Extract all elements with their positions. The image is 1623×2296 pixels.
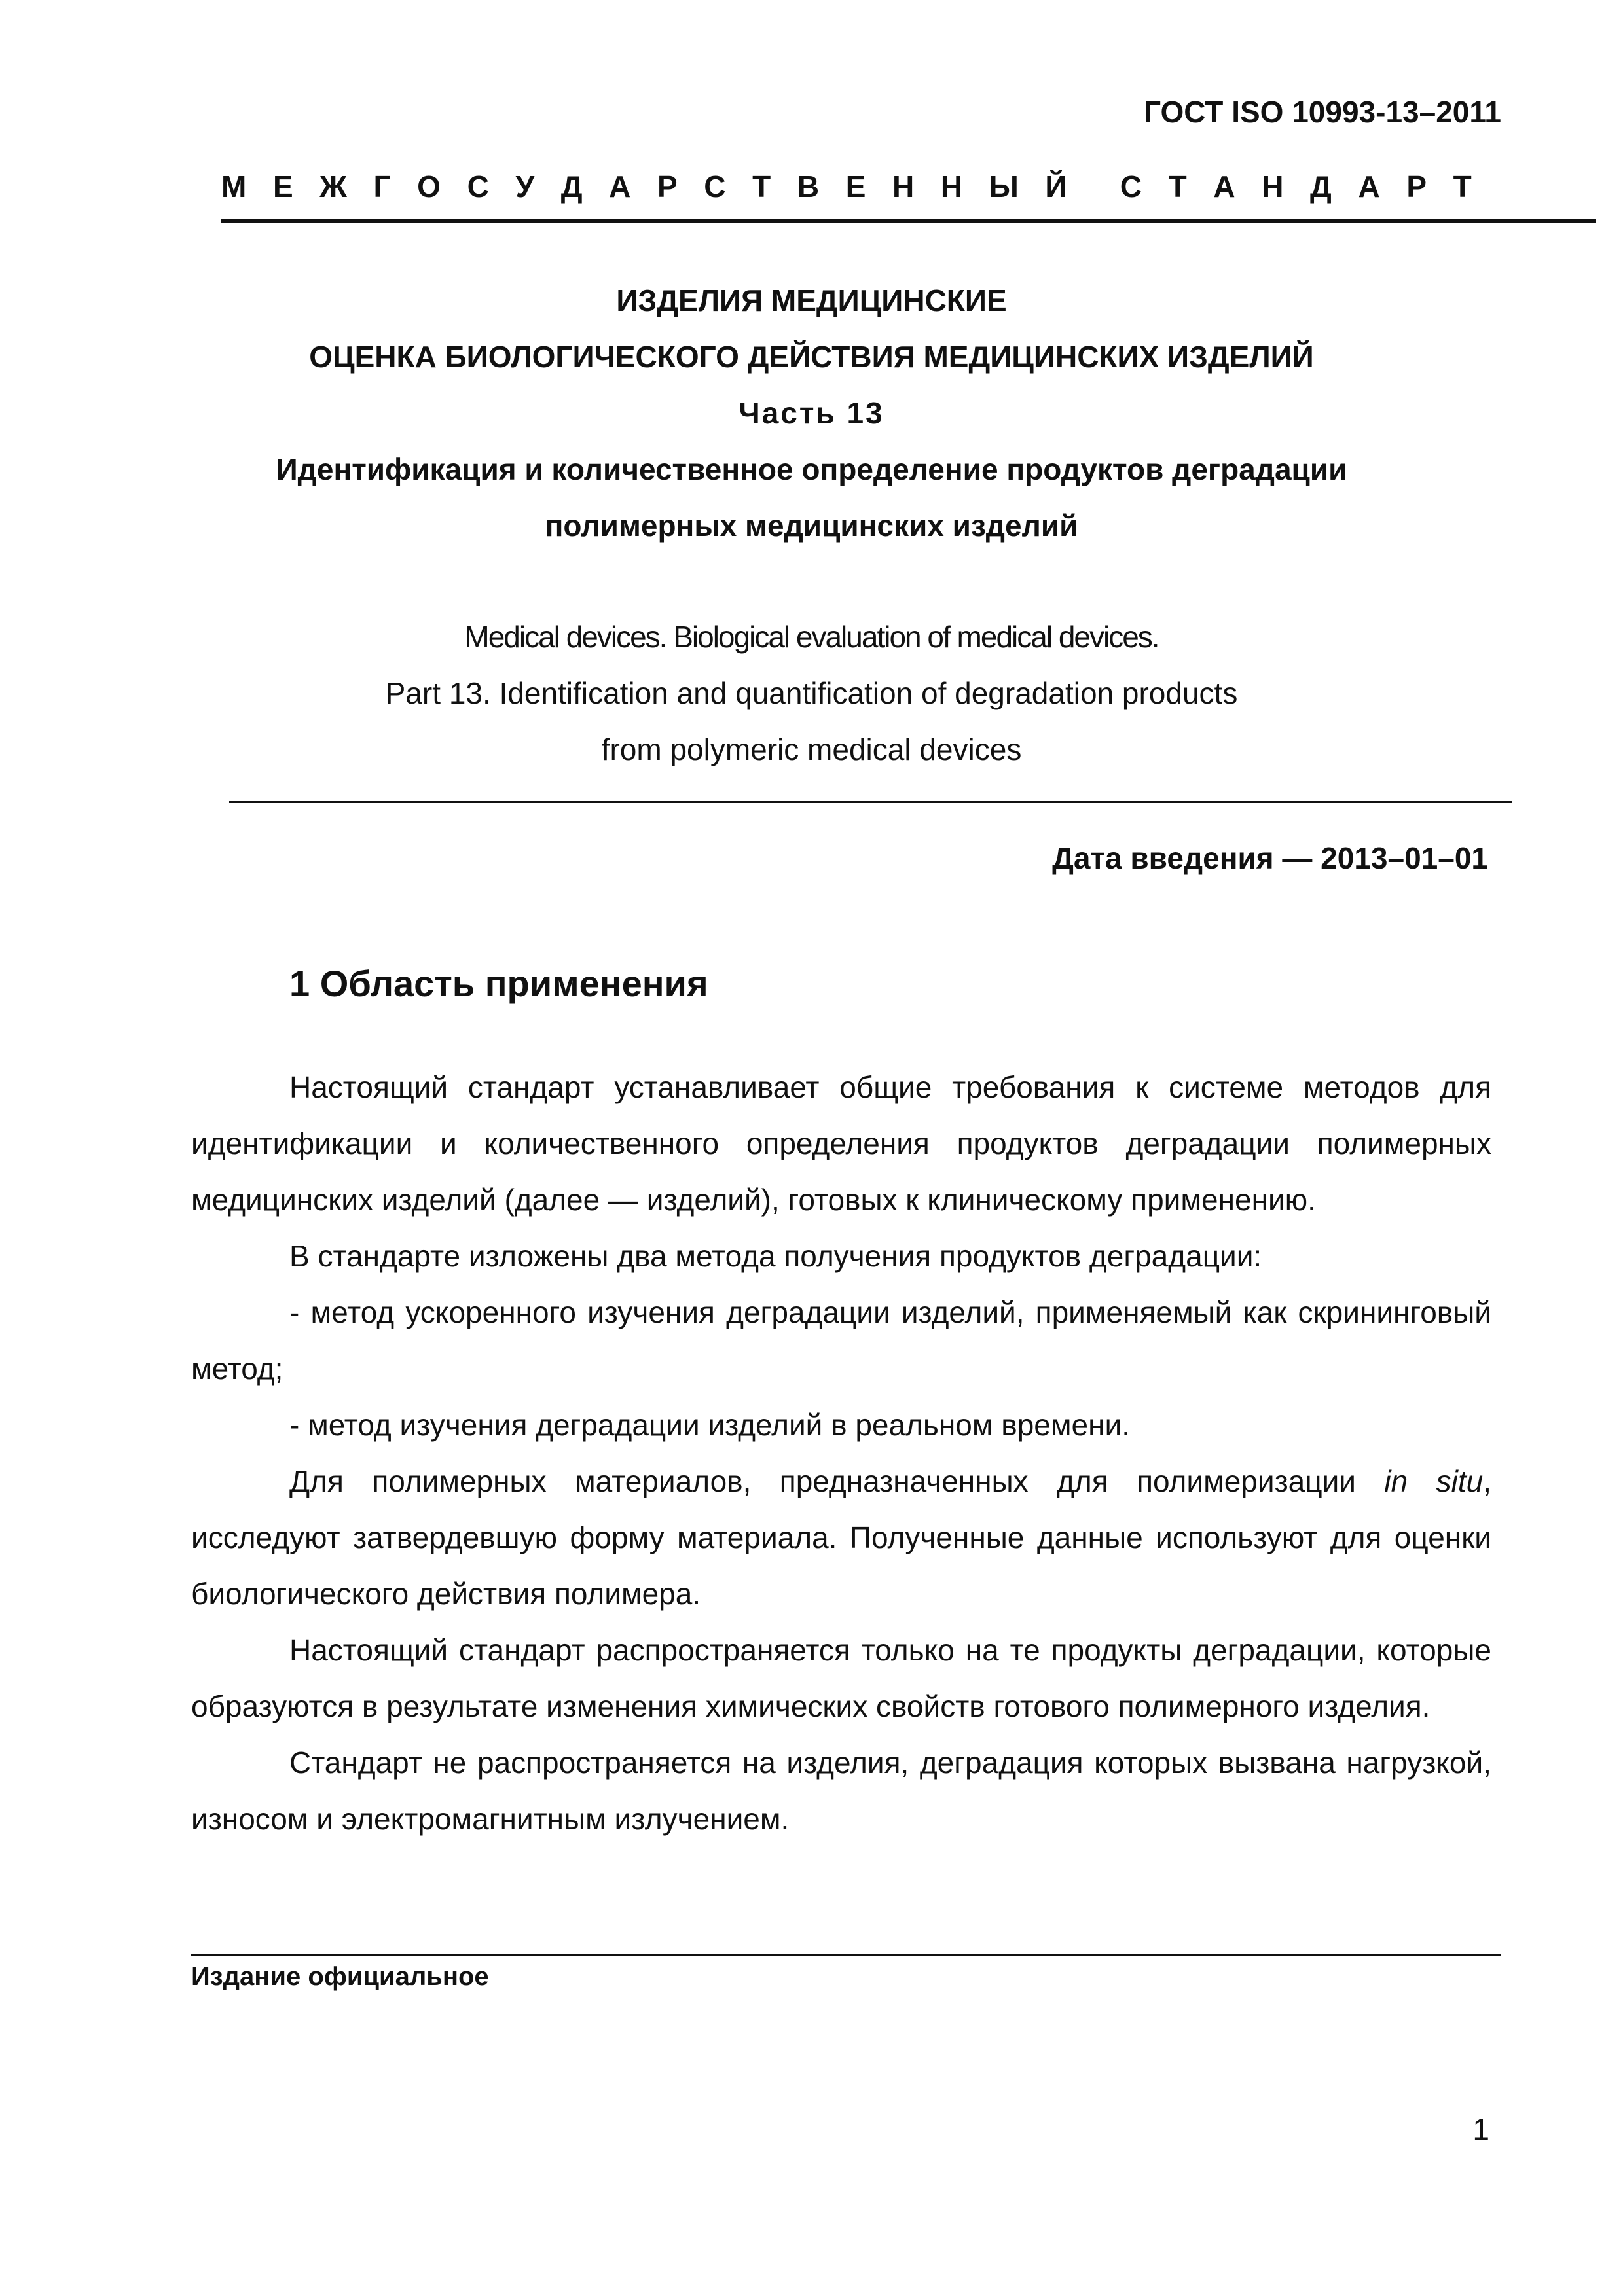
- subtitle-line-2: полимерных медицинских изделий: [545, 509, 1078, 543]
- heading-letter: Р: [1406, 170, 1427, 204]
- heading-letter: Д: [1310, 170, 1332, 204]
- paragraph-text: , исследуют затвердевшую форму материала. Полученные данные используют для оценки биологического действия полимера.: [191, 1464, 1492, 1611]
- interstate-standard-heading: [221, 169, 1472, 204]
- paragraph: Настоящий стандарт устанавливает общие требования к системе методов для идентификации и количественного определения продуктов деградации полимерных медицинских изделий (далее — изделий), готовых к клиническому применению.: [191, 1070, 1491, 1217]
- heading-letter: О: [417, 170, 441, 204]
- paragraph: Настоящий стандарт распространяется только на те продукты деградации, которые образуются в результате изменения химических свойств готового полимерного изделия.: [191, 1633, 1491, 1723]
- heading-letter: В: [797, 170, 820, 204]
- list-item: - метод ускоренного изучения деградации изделий, применяемый как скрининговый метод;: [191, 1295, 1491, 1386]
- heading-letter: А: [1358, 170, 1380, 204]
- subtitle-line-1: Идентификация и количественное определение продуктов деградации: [276, 452, 1347, 486]
- english-title-line-1: Medical devices. Biological evaluation of medical devices.: [464, 620, 1159, 654]
- heading-letter: М: [221, 170, 247, 204]
- heading-letter: Ж: [319, 170, 347, 204]
- heading-letter: Н: [1262, 170, 1284, 204]
- heading-letter: Т: [752, 170, 771, 204]
- header-divider: [221, 219, 1596, 223]
- heading-letter: Т: [1168, 170, 1187, 204]
- heading-letter: С: [1120, 170, 1142, 204]
- paragraph-text: Для полимерных материалов, предназначенных для полимеризации: [289, 1464, 1385, 1498]
- heading-letter: Р: [657, 170, 678, 204]
- edition-label: Издание официальное: [191, 1962, 489, 1991]
- title-divider: [229, 801, 1512, 803]
- introduction-date: Дата введения — 2013–01–01: [1052, 841, 1488, 875]
- paragraph: В стандарте изложены два метода получения продуктов деградации:: [289, 1239, 1262, 1273]
- english-title-line-2: Part 13. Identification and quantification of degradation products: [385, 676, 1238, 710]
- heading-letter: Н: [940, 170, 963, 204]
- heading-letter: А: [609, 170, 631, 204]
- paragraph: Стандарт не распространяется на изделия, деградация которых вызвана нагрузкой, износом и электромагнитным излучением.: [191, 1746, 1491, 1836]
- english-title-line-3: from polymeric medical devices: [601, 732, 1022, 766]
- page-number: 1: [1472, 2112, 1489, 2146]
- heading-letter: А: [1213, 170, 1235, 204]
- title-part: Часть 13: [739, 396, 884, 430]
- heading-letter: Т: [1453, 170, 1472, 204]
- title-line-1: ИЗДЕЛИЯ МЕДИЦИНСКИЕ: [616, 283, 1007, 317]
- section-body: [191, 1059, 1491, 1847]
- document-code: ГОСТ ISO 10993-13–2011: [1143, 95, 1501, 129]
- heading-letter: Д: [560, 170, 583, 204]
- heading-letter: Г: [373, 170, 391, 204]
- heading-letter: У: [515, 170, 535, 204]
- heading-letter: Й: [1045, 170, 1067, 204]
- italic-term: in situ: [1384, 1464, 1484, 1498]
- heading-letter: С: [467, 170, 489, 204]
- section-heading: 1 Область применения: [289, 963, 708, 1004]
- footer-divider: [191, 1954, 1501, 1956]
- heading-letter: Ы: [989, 170, 1019, 204]
- heading-letter: Н: [892, 170, 915, 204]
- heading-letter: Е: [845, 170, 866, 204]
- title-line-2: ОЦЕНКА БИОЛОГИЧЕСКОГО ДЕЙСТВИЯ МЕДИЦИНСКИХ ИЗДЕЛИЙ: [309, 340, 1314, 374]
- heading-letter: Е: [272, 170, 293, 204]
- list-item: - метод изучения деградации изделий в реальном времени.: [289, 1408, 1130, 1442]
- paragraph: [191, 1453, 1491, 1622]
- heading-letter: С: [704, 170, 726, 204]
